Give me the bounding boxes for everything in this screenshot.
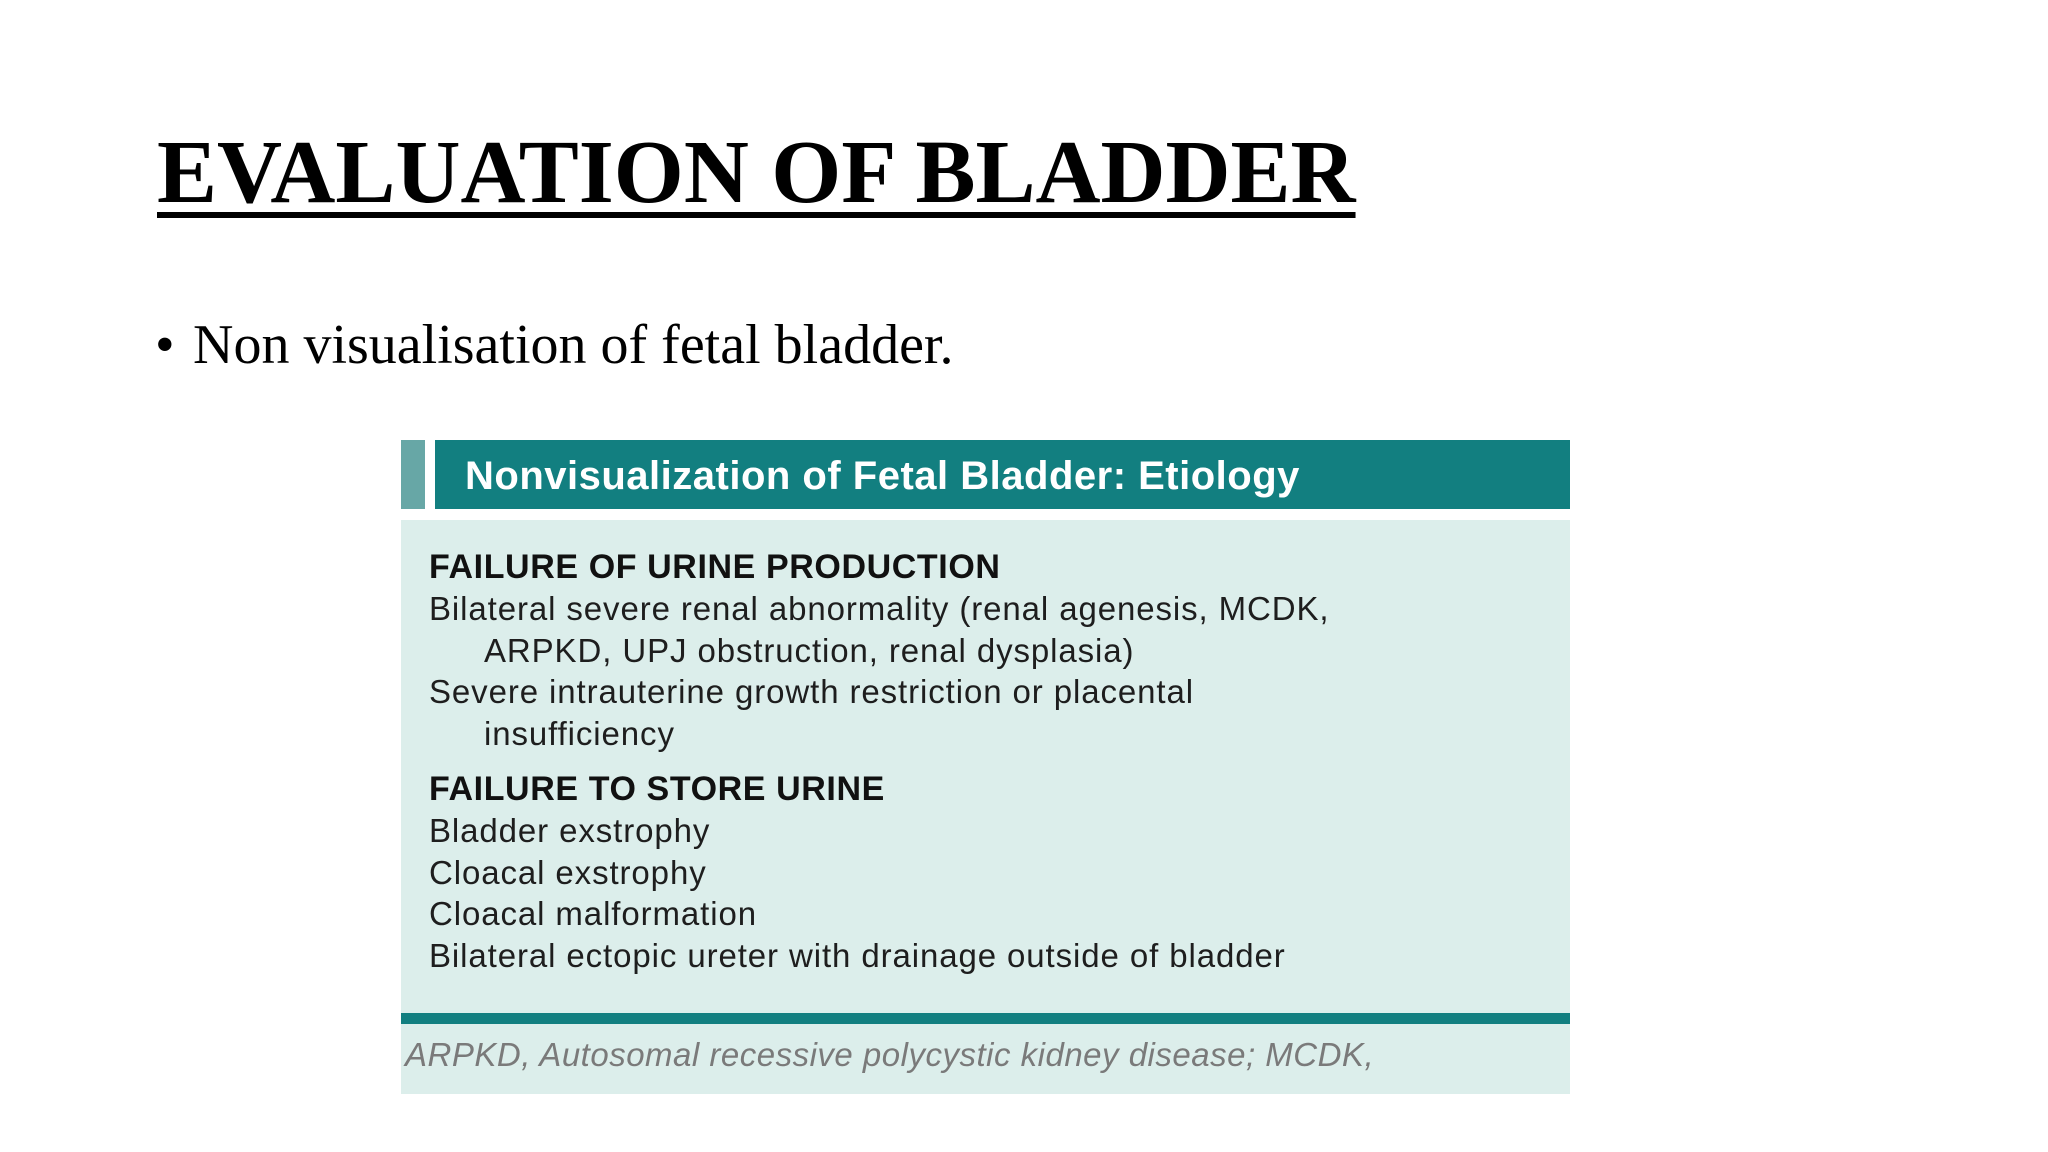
entry-text: Bilateral severe renal abnormality (renal agenesis, MCDK, xyxy=(429,590,1330,627)
header-accent-gap xyxy=(425,440,435,509)
entry-text: Cloacal exstrophy xyxy=(429,853,707,891)
table-title: Nonvisualization of Fetal Bladder: Etiology xyxy=(465,454,1300,498)
entry-continuation: ARPKD, UPJ obstruction, renal dysplasia) xyxy=(484,631,1135,669)
table-entry xyxy=(429,810,1330,852)
bullet-text: Non visualisation of fetal bladder. xyxy=(193,314,954,376)
table-entry xyxy=(429,935,1330,977)
table-content xyxy=(429,547,1330,991)
entry-text: Cloacal malformation xyxy=(429,895,757,932)
table-footnote: ARPKD, Autosomal recessive polycystic kidney disease; MCDK, xyxy=(405,1036,1375,1073)
bullet-marker: • xyxy=(155,314,175,376)
table-section-urine-production xyxy=(429,547,1330,754)
entry-text: Bilateral ectopic ureter with drainage outside of bladder xyxy=(429,936,1286,974)
bullet-list xyxy=(155,310,953,380)
table-section-store-urine xyxy=(429,769,1330,976)
entry-text: Bladder exstrophy xyxy=(429,812,711,849)
table-entry xyxy=(429,893,1330,935)
entry-text: Severe intrauterine growth restriction or placental xyxy=(429,673,1194,710)
table-entry xyxy=(429,852,1330,894)
section-heading: FAILURE OF URINE PRODUCTION xyxy=(429,548,1001,586)
bullet-item xyxy=(155,310,953,380)
header-accent-bar xyxy=(401,440,425,509)
table-entry xyxy=(429,671,1330,754)
entry-continuation: insufficiency xyxy=(484,714,675,752)
table-header xyxy=(401,440,1570,509)
section-heading: FAILURE TO STORE URINE xyxy=(429,770,885,808)
slide-title: EVALUATION OF BLADDER xyxy=(157,123,1356,222)
etiology-table-figure xyxy=(401,440,1570,1073)
table-entry xyxy=(429,588,1330,671)
table-body xyxy=(401,520,1570,1094)
table-bottom-rule xyxy=(401,1013,1570,1024)
